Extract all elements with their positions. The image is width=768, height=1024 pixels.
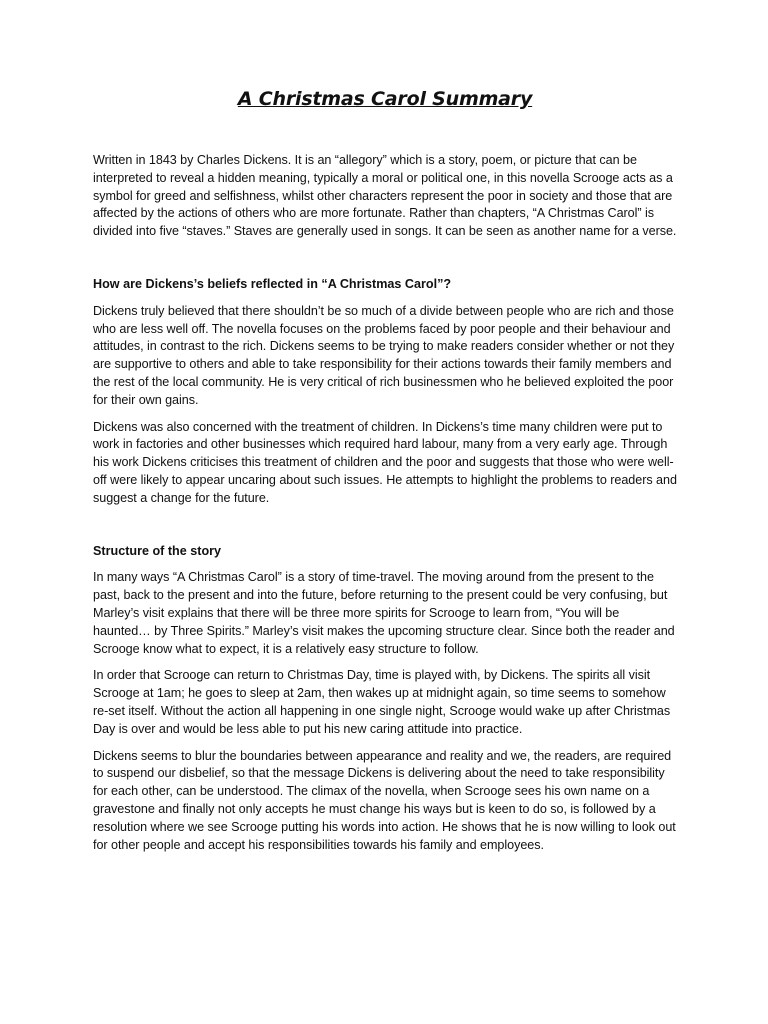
spacer (93, 508, 677, 543)
spacer (93, 241, 677, 276)
spacer (93, 294, 677, 303)
body-paragraph: In many ways “A Christmas Carol” is a story of time-travel. The moving around from the present to the past, back to the present and into the future, before returning to the present could be very confusing, but Marley’s visit explains that there will be three more spirits for Scrooge to learn from, “You will be haunted… by Three Spirits.” Marley’s visit makes the upcoming structure clear. Since both the reader and Scrooge know what to expect, it is a relatively easy structure to follow. (93, 570, 675, 656)
spacer (93, 658, 677, 667)
section-heading-structure: Structure of the story (93, 543, 222, 558)
document-page (93, 88, 677, 854)
body-paragraph: Dickens seems to blur the boundaries between appearance and reality and we, the readers, are required to suspend our disbelief, so that the message Dickens is delivering about the need to take responsibility for each other, can be understood. The climax of the novella, when Scrooge sees his own name on a gravestone and finally not only accepts he must change his ways but is keen to do so, is followed by a resolution where we see Scrooge putting his words into action. He shows that he is now willing to look out for other people and accept his responsibilities towards his family and employees. (93, 748, 676, 852)
spacer (93, 410, 677, 419)
spacer (93, 560, 677, 569)
intro-paragraph: Written in 1843 by Charles Dickens. It is an “allegory” which is a story, poem, or picture that can be interpreted to reveal a hidden meaning, typically a moral or political one, in this novella Scrooge acts as a symbol for greed and selfishness, whilst other characters represent the poor in society and those that are affected by the actions of others who are more fortunate. Rather than chapters, “A Christmas Carol” is divided into five “staves.” Staves are generally used in songs. It can be seen as another name for a verse. (93, 153, 677, 239)
section-heading-beliefs: How are Dickens’s beliefs reflected in “A Christmas Carol”? (93, 276, 452, 291)
body-paragraph: Dickens truly believed that there shouldn’t be so much of a divide between people who are rich and those who are less well off. The novella focuses on the problems faced by poor people and their behaviour and attitudes, in contrast to the rich. Dickens seems to be trying to make readers consider whether or not they are supportive to others and able to take responsibility for their actions towards their family members and the rest of the local community. He is very critical of rich businessmen who he believed exploited the poor for their own gains. (93, 303, 675, 407)
body-paragraph: In order that Scrooge can return to Christmas Day, time is played with, by Dickens. The spirits all visit Scrooge at 1am; he goes to sleep at 2am, then wakes up at midnight again, so time seems to somehow re-set itself. Without the action all happening in one single night, Scrooge would wake up after Christmas Day is over and would be less able to put his new caring attitude into practice. (93, 668, 671, 736)
body-paragraph: Dickens was also concerned with the treatment of children. In Dickens’s time many children were put to work in factories and other businesses which required hard labour, many from a very early age. Through his work Dickens criticises this treatment of children and the poor and suggests that those who were well-off were likely to appear uncaring about such issues. He attempts to highlight the problems to readers and suggest a change for the future. (93, 419, 677, 505)
document-title: A Christmas Carol Summary (237, 88, 533, 110)
spacer (93, 739, 677, 748)
